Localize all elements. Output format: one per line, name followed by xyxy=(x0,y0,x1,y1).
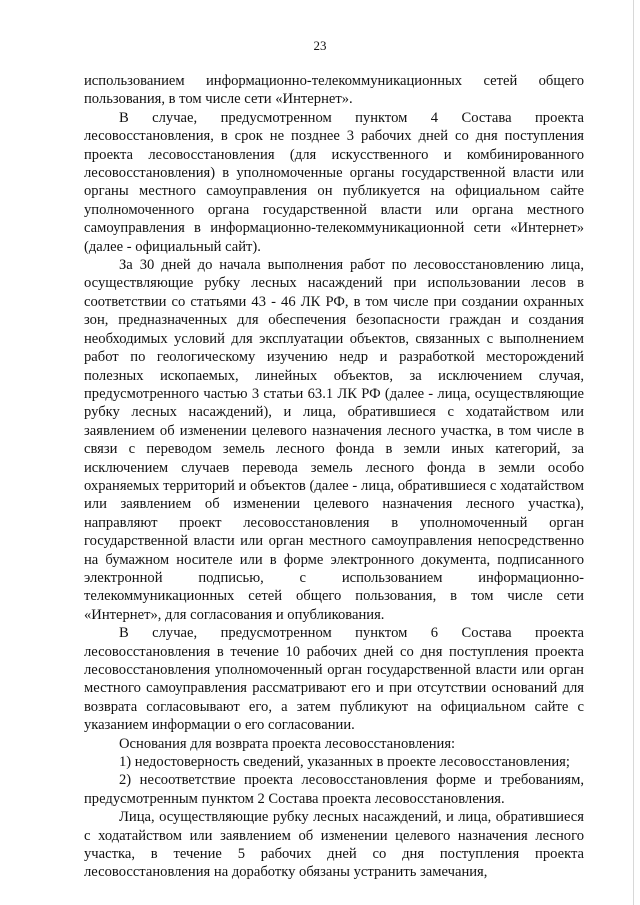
paragraph-review-10-days: В случае, предусмотренном пунктом 6 Состава проекта лесовосстановления в течение 10 рабочих дней со дня поступления проекта лесовосстановления уполномоченный орган государственной власти или орган местного самоуправления рассматривают его и при отсутствии оснований для возврата согласовывают его, а затем публикуют на официальном сайте с указанием информации о его согласовании. xyxy=(84,625,584,734)
paragraph-continuation: использованием информационно-телекоммуникационных сетей общего пользования, в том числе сети «Интернет». xyxy=(84,73,584,108)
page-number: 23 xyxy=(313,38,327,53)
paragraph-publication-of-project: В случае, предусмотренном пунктом 4 Состава проекта лесовосстановления, в срок не позднее 3 рабочих дней со дня поступления проекта лесовосстановления (для искусственного и комбинированного лесовосстановления) в уполномоченные органы государственной власти или органы местного самоуправления он публикуется на официальном сайте уполномоченного органа государственной власти или органа местного самоуправления в информационно-телекоммуникационной сети «Интернет» (далее - официальный сайт). xyxy=(84,109,584,255)
list-item-return-ground-1: 1) недостоверность сведений, указанных в проекте лесовосстановления; xyxy=(119,754,570,771)
list-item-return-ground-2: 2) несоответствие проекта лесовосстановления форме и требованиям, предусмотренным пунктом 2 Состава проекта лесовосстановления. xyxy=(84,772,584,807)
paragraph-revision-5-days: Лица, осуществляющие рубку лесных насаждений, и лица, обратившиеся с ходатайством или заявлением об изменении целевого назначения лесного участка, в течение 5 рабочих дней со дня поступления проекта лесовосстановления на доработку обязаны устранить замечания, xyxy=(84,809,584,881)
document-body xyxy=(84,72,584,882)
scan-edge-divider xyxy=(633,0,634,905)
paragraph-submission-30-days: За 30 дней до начала выполнения работ по лесовосстановлению лица, осуществляющие рубку лесных насаждений при использовании лесов в соответствии со статьями 43 - 46 ЛК РФ, в том числе при создании охранных зон, предназначенных для обеспечения безопасности граждан и создания необходимых условий для эксплуатации объектов, связанных с выполнением работ по геологическому изучению недр и разработкой месторождений полезных ископаемых, линейных объектов, за исключением случая, предусмотренного частью 3 статьи 63.1 ЛК РФ (далее - лица, осуществляющие рубку лесных насаждений), и лица, обратившиеся с ходатайством или заявлением об изменении целевого назначения лесного участка, в том числе в связи с переводом земель лесного фонда в земли иных категорий, за исключением случаев перевода земель лесного фонда в земли особо охраняемых территорий и объектов (далее - лица, обратившиеся с ходатайством или заявлением об изменении целевого назначения лесного участка), направляют проект лесовосстановления в уполномоченный орган государственной власти или орган местного самоуправления непосредственно на бумажном носителе или в форме электронного документа, подписанного электронной подписью, с использованием информационно-телекоммуникационных сетей общего пользования, в том числе сети «Интернет», для согласования и опубликования. xyxy=(84,257,584,623)
paragraph-return-grounds-heading: Основания для возврата проекта лесовосстановления: xyxy=(119,735,456,752)
